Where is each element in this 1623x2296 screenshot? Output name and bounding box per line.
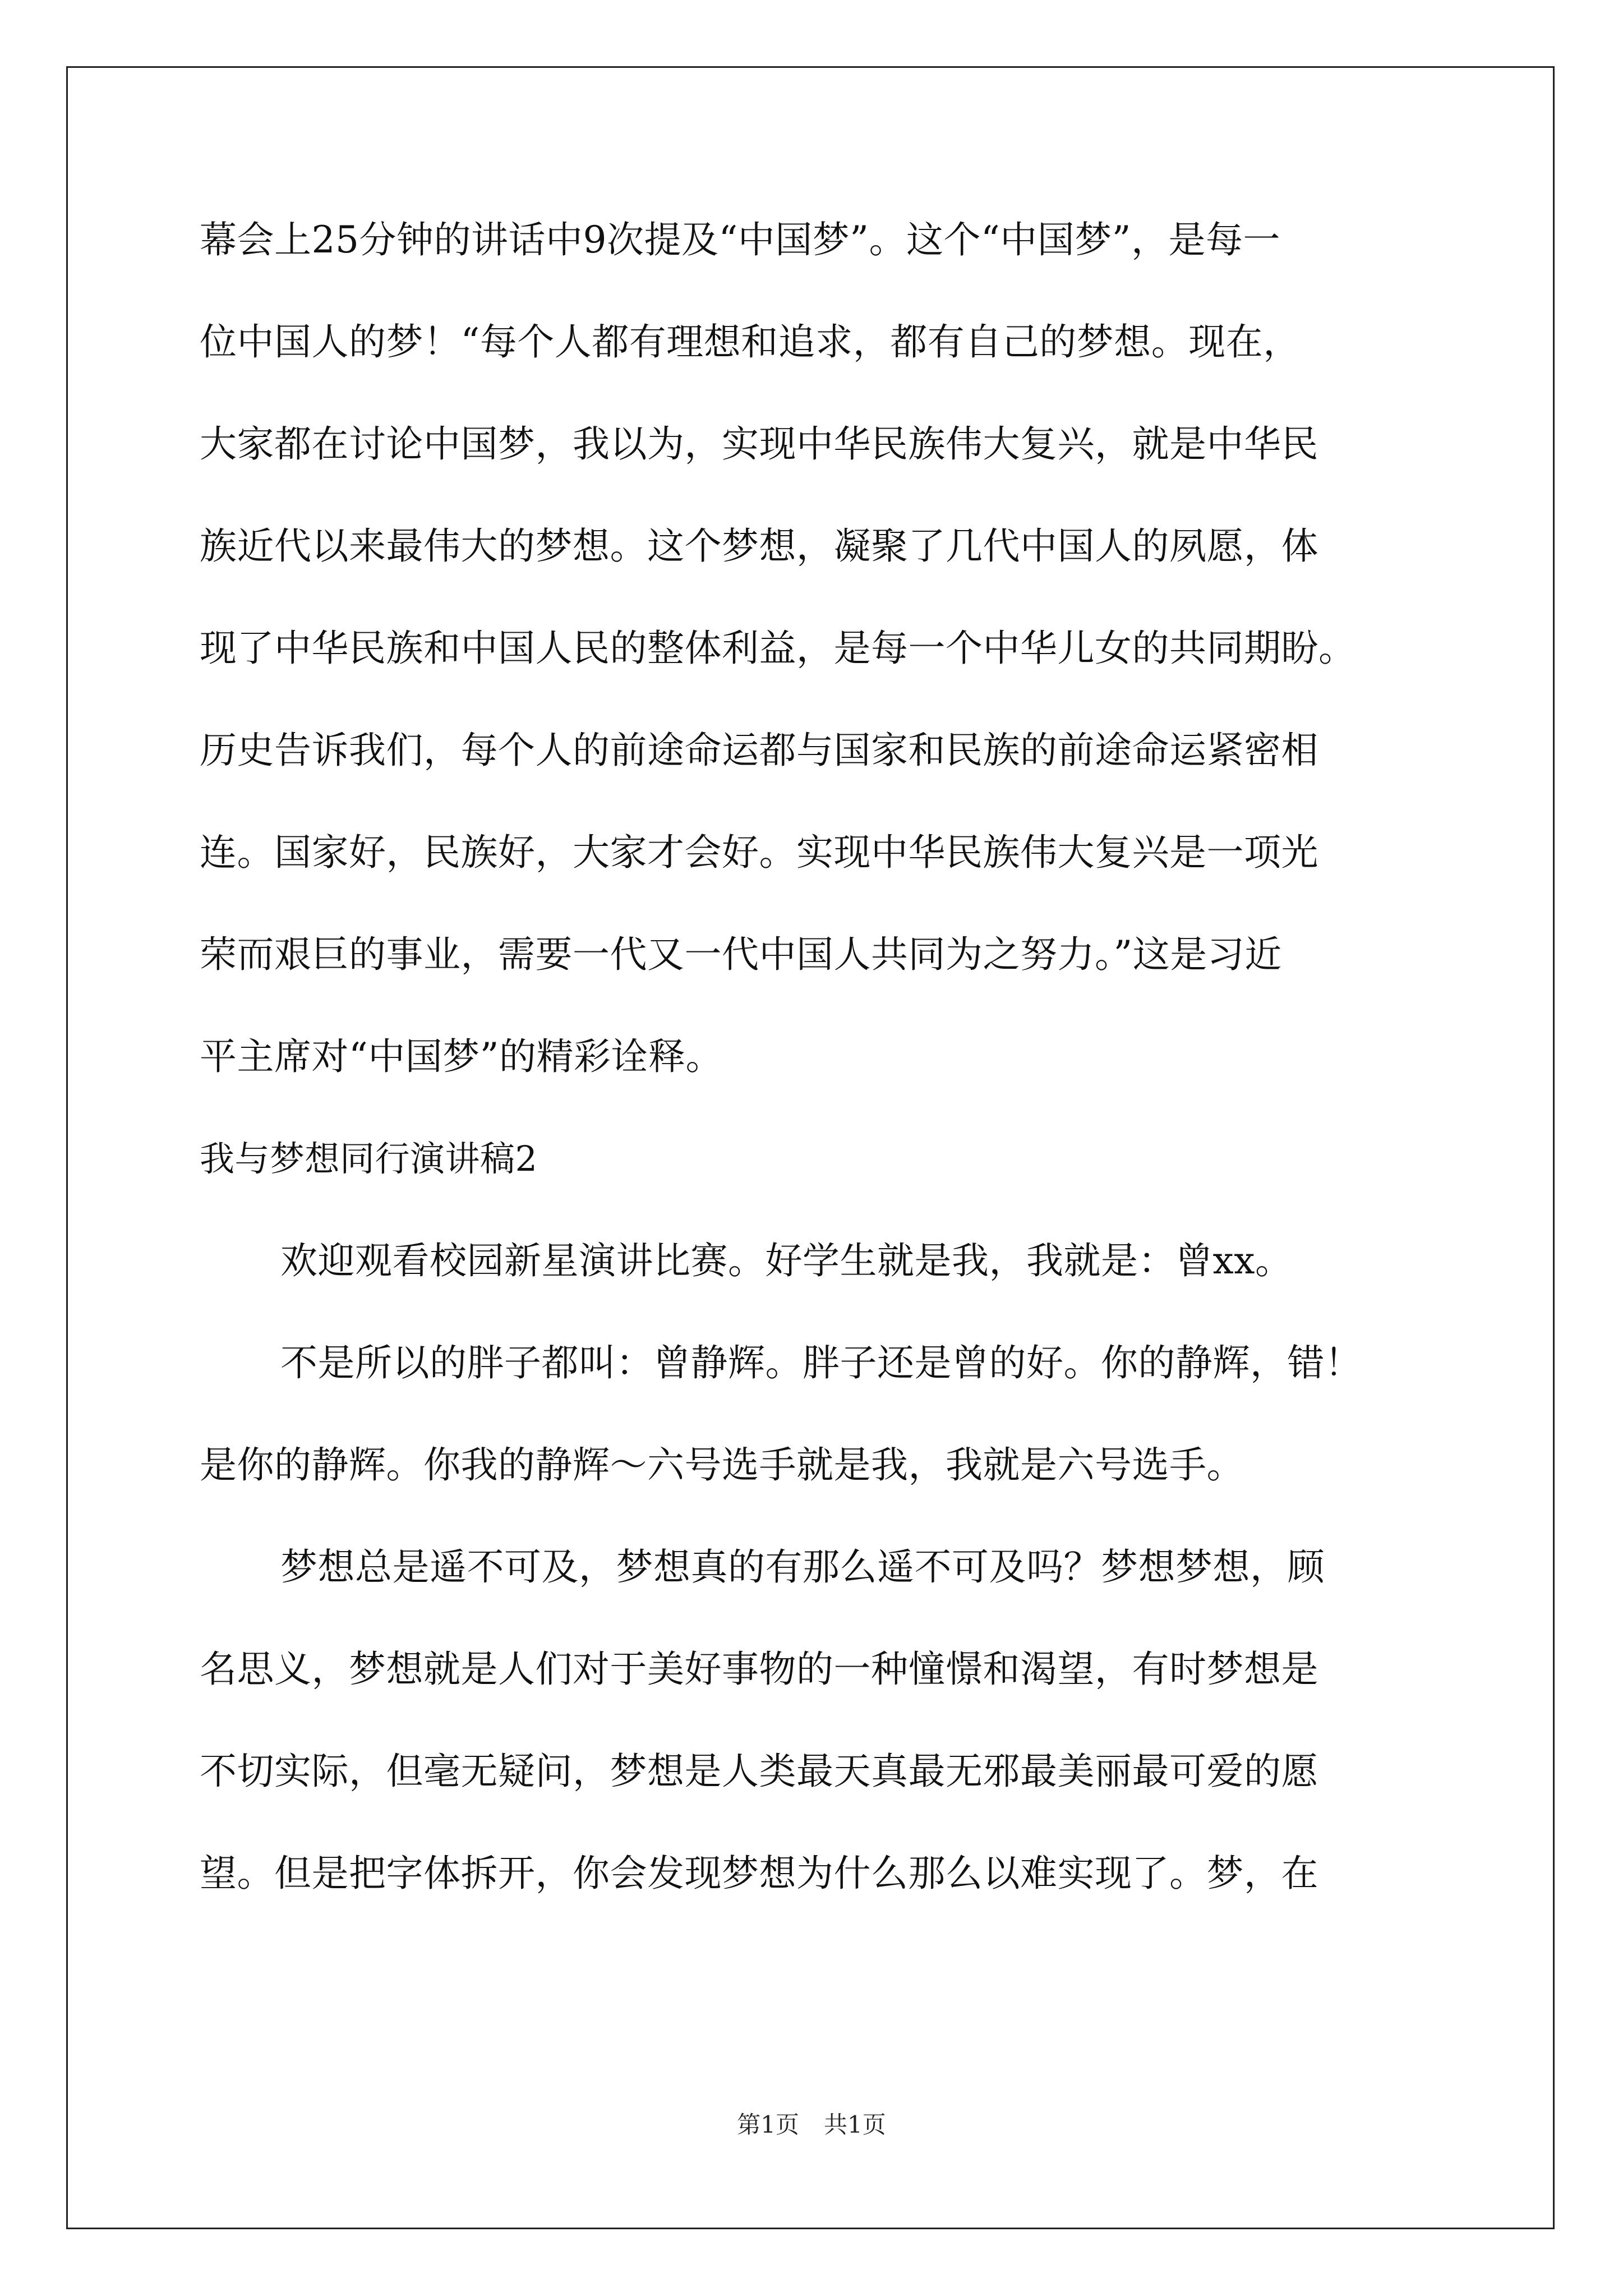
text-line: 梦想总是遥不可及，梦想真的有那么遥不可及吗？梦想梦想，顾 <box>280 1545 1325 1589</box>
section-heading: 我与梦想同行演讲稿2 <box>200 1138 538 1179</box>
page-footer <box>0 2109 1623 2141</box>
text-line: 不是所以的胖子都叫：曾静辉。胖子还是曾的好。你的静辉，错！ <box>280 1341 1362 1384</box>
text-line: 连。国家好，民族好，大家才会好。实现中华民族伟大复兴是一项光 <box>200 831 1318 874</box>
text-line: 现了中华民族和中国人民的整体利益，是每一个中华儿女的共同期盼。 <box>200 627 1356 670</box>
text-line: 欢迎观看校园新星演讲比赛。好学生就是我，我就是：曾xx。 <box>280 1239 1293 1282</box>
text-line: 不切实际，但毫无疑问，梦想是人类最天真最无邪最美丽最可爱的愿 <box>200 1750 1318 1793</box>
text-line: 历史告诉我们，每个人的前途命运都与国家和民族的前途命运紧密相 <box>200 729 1318 772</box>
text-line: 平主席对“中国梦”的精彩诠释。 <box>200 1035 723 1078</box>
text-line: 族近代以来最伟大的梦想。这个梦想，凝聚了几代中国人的夙愿，体 <box>200 524 1318 568</box>
text-line: 大家都在讨论中国梦，我以为，实现中华民族伟大复兴，就是中华民 <box>200 422 1318 466</box>
text-line: 荣而艰巨的事业，需要一代又一代中国人共同为之努力。”这是习近 <box>200 933 1282 976</box>
text-line: 望。但是把字体拆开，你会发现梦想为什么那么以难实现了。梦，在 <box>200 1852 1318 1895</box>
text-line: 名思义，梦想就是人们对于美好事物的一种憧憬和渴望，有时梦想是 <box>200 1648 1318 1691</box>
text-line: 幕会上25分钟的讲话中9次提及“中国梦”。这个“中国梦”，是每一 <box>200 218 1280 261</box>
text-line: 位中国人的梦！“每个人都有理想和追求，都有自己的梦想。现在， <box>200 320 1301 364</box>
text-line: 是你的静辉。你我的静辉～六号选手就是我，我就是六号选手。 <box>200 1443 1244 1487</box>
total-pages: 共1页 <box>824 2111 886 2138</box>
page-number: 第1页 <box>737 2111 799 2138</box>
